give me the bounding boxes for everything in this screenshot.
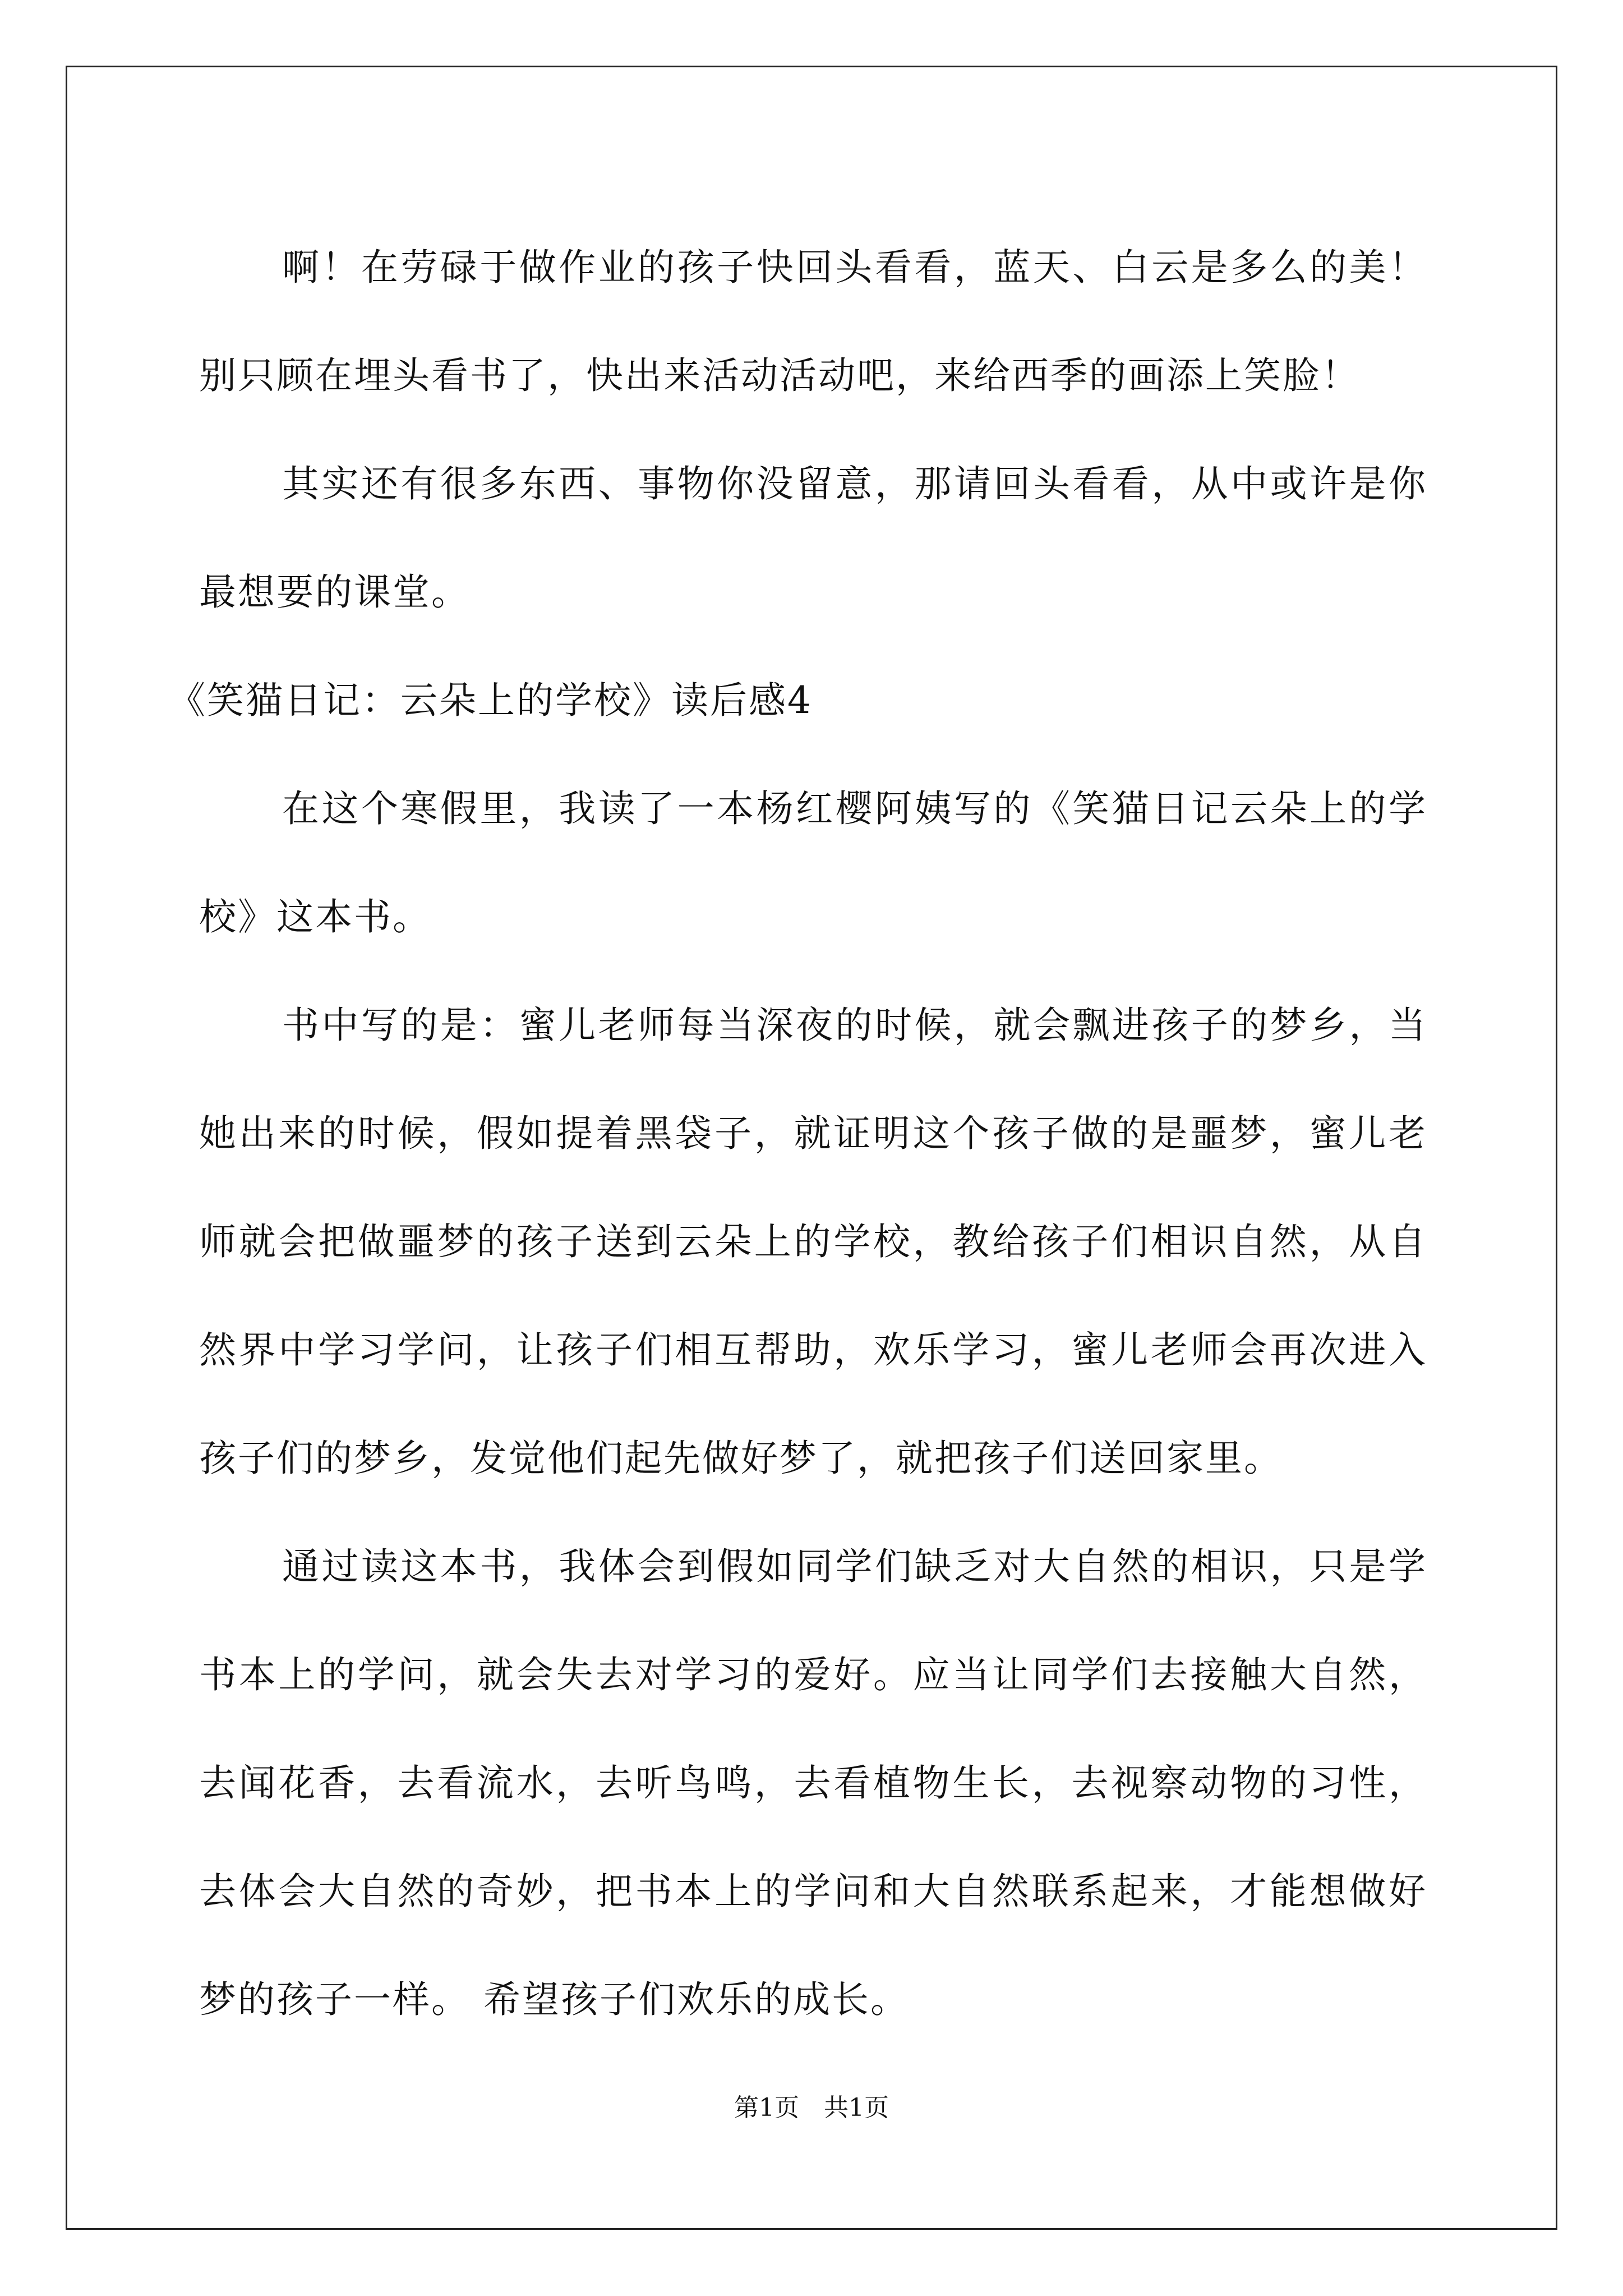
document-body [168,213,1427,2054]
paragraph-4: 书中写的是：蜜儿老师每当深夜的时候，就会飘进孩子的梦乡，当她出来的时候，假如提着黑袋子，就证明这个孩子做的是噩梦，蜜儿老师就会把做噩梦的孩子送到云朵上的学校，教给孩子们相识自然，从自然界中学习学问，让孩子们相互帮助，欢乐学习，蜜儿老师会再次进入孩子们的梦乡，发觉他们起先做好梦了，就把孩子们送回家里。 [199,1004,1427,1480]
paragraph-1: 啊！在劳碌于做作业的孩子快回头看看，蓝天、白云是多么的美！别只顾在埋头看书了，快出来活动活动吧，来给西季的画添上笑脸！ [199,246,1427,397]
paragraph-2: 其实还有很多东西、事物你没留意，那请回头看看，从中或许是你最想要的课堂。 [199,462,1427,614]
page-number-footer: 第1页 共1页 [734,2093,889,2122]
paragraph-3: 在这个寒假里，我读了一本杨红樱阿姨写的《笑猫日记云朵上的学校》这本书。 [199,787,1427,938]
section-heading: 《笑猫日记：云朵上的学校》读后感4 [168,679,813,722]
paragraph-5: 通过读这本书，我体会到假如同学们缺乏对大自然的相识，只是学书本上的学问，就会失去对学习的爱好。应当让同学们去接触大自然，去闻花香，去看流水，去听鸟鸣，去看植物生长，去视察动物的习性，去体会大自然的奇妙，把书本上的学问和大自然联系起来，才能想做好梦的孩子一样。 希望孩子们欢乐的成长。 [199,1545,1427,2021]
